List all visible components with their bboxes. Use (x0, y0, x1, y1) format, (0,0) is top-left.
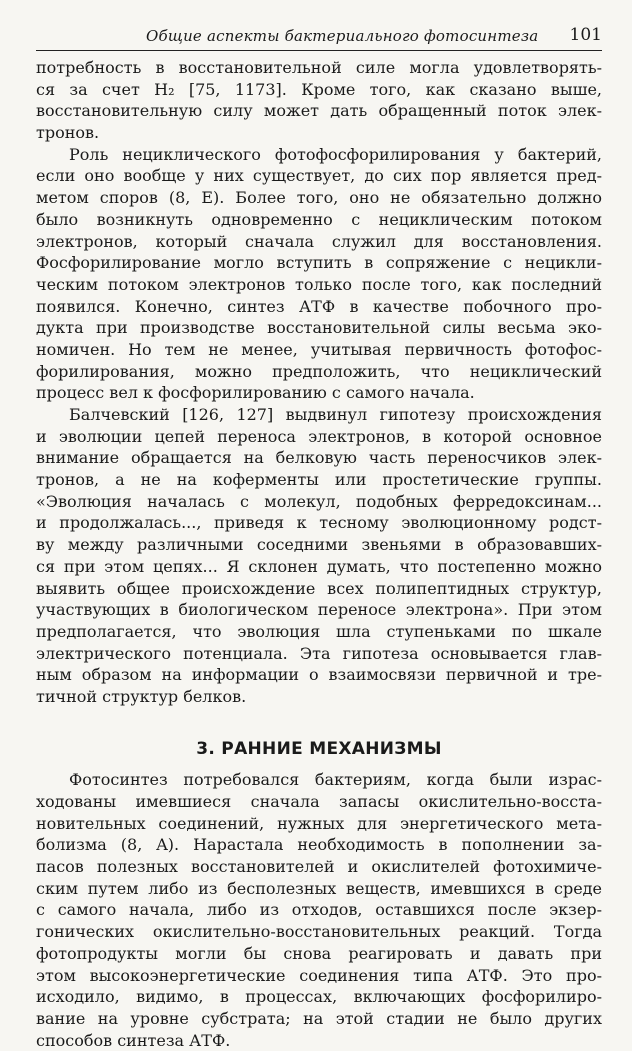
text-line: вание на уровне субстрата; на этой стадии не было других (36, 1008, 602, 1028)
text-line: предполагается, что эволюция шла ступеньками по шкале (36, 621, 602, 641)
text-line: болизма (8, A). Нарастала необходимость в пополнении за- (36, 835, 602, 855)
text-line: пасов полезных восстановителей и окислителей фотохимиче- (36, 857, 602, 877)
text-line: способов синтеза АТФ. (36, 1030, 231, 1050)
text-line: участвующих в биологическом переносе электрона». При этом (36, 600, 602, 620)
running-header-title: Общие аспекты бактериального фотосинтеза (146, 27, 539, 45)
page-number: 101 (569, 25, 602, 45)
text-line: номичен. Но тем не менее, учитывая первичность фотофос- (36, 339, 602, 359)
text-line: ся за счет H₂ [75, 1173]. Кроме того, как сказано выше, (36, 79, 602, 99)
text-line: дукта при производстве восстановительной силы весьма эко- (36, 318, 602, 338)
text-line: «Эволюция началась с молекул, подобных ферредоксинам... (36, 491, 602, 511)
text-line: электрического потенциала. Эта гипотеза основывается глав- (36, 643, 602, 663)
text-line: метом споров (8, E). Более того, оно не обязательно должно (36, 188, 602, 208)
text-line: Роль нециклического фотофосфорилирования у бактерий, (69, 144, 602, 164)
text-line: фотопродукты могли бы снова реагировать и давать при (36, 943, 602, 963)
text-line: форилирования, можно предположить, что нециклический (36, 361, 602, 381)
text-line: потребность в восстановительной силе могла удовлетворять- (36, 58, 602, 77)
text-line: гонических окислительно-восстановительных реакций. Тогда (36, 922, 602, 942)
text-line: Фотосинтез потребовался бактериям, когда были израс- (69, 770, 602, 790)
text-line: с самого начала, либо из отходов, оставшихся после экзер- (36, 900, 602, 920)
text-line: ским путем либо из бесполезных веществ, имевшихся в среде (36, 878, 602, 898)
text-line: ческим потоком электронов только после того, как последний (36, 274, 602, 294)
text-line: ся при этом цепях... Я склонен думать, что постепенно можно (36, 556, 602, 576)
text-line: Фосфорилирование могло вступить в сопряжение с нецикли- (36, 253, 602, 273)
text-line: этом высокоэнергетические соединения типа АТФ. Это про- (36, 965, 602, 985)
text-line: было возникнуть одновременно с нециклическим потоком (36, 209, 602, 229)
section-heading: 3. РАННИЕ МЕХАНИЗМЫ (196, 739, 442, 760)
text-line: новительных соединений, нужных для энергетического мета- (36, 813, 602, 833)
text-line: и продолжалась..., приведя к тесному эволюционному родст- (36, 513, 602, 533)
text-line: выявить общее происхождение всех полипептидных структур, (36, 578, 602, 598)
text-line: Балчевский [126, 127] выдвинул гипотезу происхождения (69, 405, 602, 424)
text-line: ходованы имевшиеся сначала запасы окислительно-восста- (36, 792, 602, 811)
text-line: внимание обращается на белковую часть переносчиков элек- (36, 448, 602, 468)
text-line: ву между различными соседними звеньями в образовавших- (36, 535, 602, 555)
text-line: тичной структур белков. (36, 686, 247, 706)
page-body (36, 57, 602, 1051)
text-line: если оно вообще у них существует, до сих пор является пред- (36, 166, 602, 186)
text-line: и эволюции цепей переноса электронов, в которой основное (36, 426, 602, 446)
text-line: процесс вел к фосфорилированию с самого начала. (36, 383, 475, 403)
text-line: электронов, который сначала служил для восстановления. (36, 231, 602, 251)
running-header (36, 22, 602, 51)
text-line: появился. Конечно, синтез АТФ в качестве побочного про- (36, 296, 602, 316)
section-gap (36, 708, 602, 730)
text-line: исходило, видимо, в процессах, включающих фосфорилиро- (36, 987, 602, 1007)
text-line: тронов, а не на коферменты или простетические группы. (36, 470, 602, 490)
text-line: восстановительную силу может дать обращенный поток элек- (36, 101, 602, 121)
text-line: тронов. (36, 123, 100, 143)
text-line: ным образом на информации о взаимосвязи первичной и тре- (36, 665, 602, 685)
